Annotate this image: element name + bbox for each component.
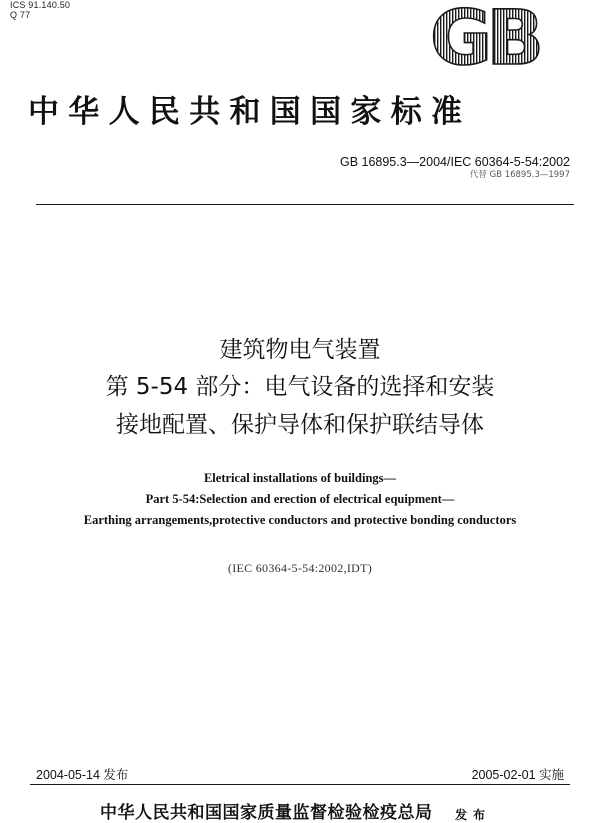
standard-name: 中华人民共和国国家标准: [28, 94, 472, 130]
title-en-line3: Earthing arrangements,protective conductors and protective bonding conductors: [83, 513, 517, 527]
title-en-line1: Eletrical installations of buildings—: [203, 471, 397, 485]
gb-logo: [410, 2, 558, 72]
title-cn-line1: 建筑物电气装置: [219, 337, 381, 363]
classification-codes: [10, 0, 70, 20]
equivalence-note: (IEC 60364-5-54:2002,IDT): [227, 561, 373, 575]
title-en-line2: Part 5-54:Selection and erection of electrical equipment—: [145, 492, 455, 506]
issue-word: 发布: [455, 808, 492, 822]
ccs-code: Q 77: [10, 10, 31, 20]
replaces-standard: 代替 GB 16895.3—1997: [469, 170, 570, 180]
title-cn-line2: 第 5-54 部分：电气设备的选择和安装: [105, 374, 495, 400]
issue-date: 2004-05-14 发布: [36, 768, 129, 782]
gb-logo-text: GB: [429, 2, 539, 72]
standard-code: GB 16895.3—2004/IEC 60364-5-54:2002: [339, 155, 570, 169]
footer-divider: [30, 784, 570, 785]
issuing-authority: 中华人民共和国国家质量监督检验检疫总局: [100, 803, 433, 823]
header-divider: [36, 204, 574, 205]
title-cn-line3: 接地配置、保护导体和保护联结导体: [116, 412, 484, 438]
implementation-date: 2005-02-01 实施: [471, 768, 564, 782]
ics-code: ICS 91.140.50: [10, 0, 71, 10]
